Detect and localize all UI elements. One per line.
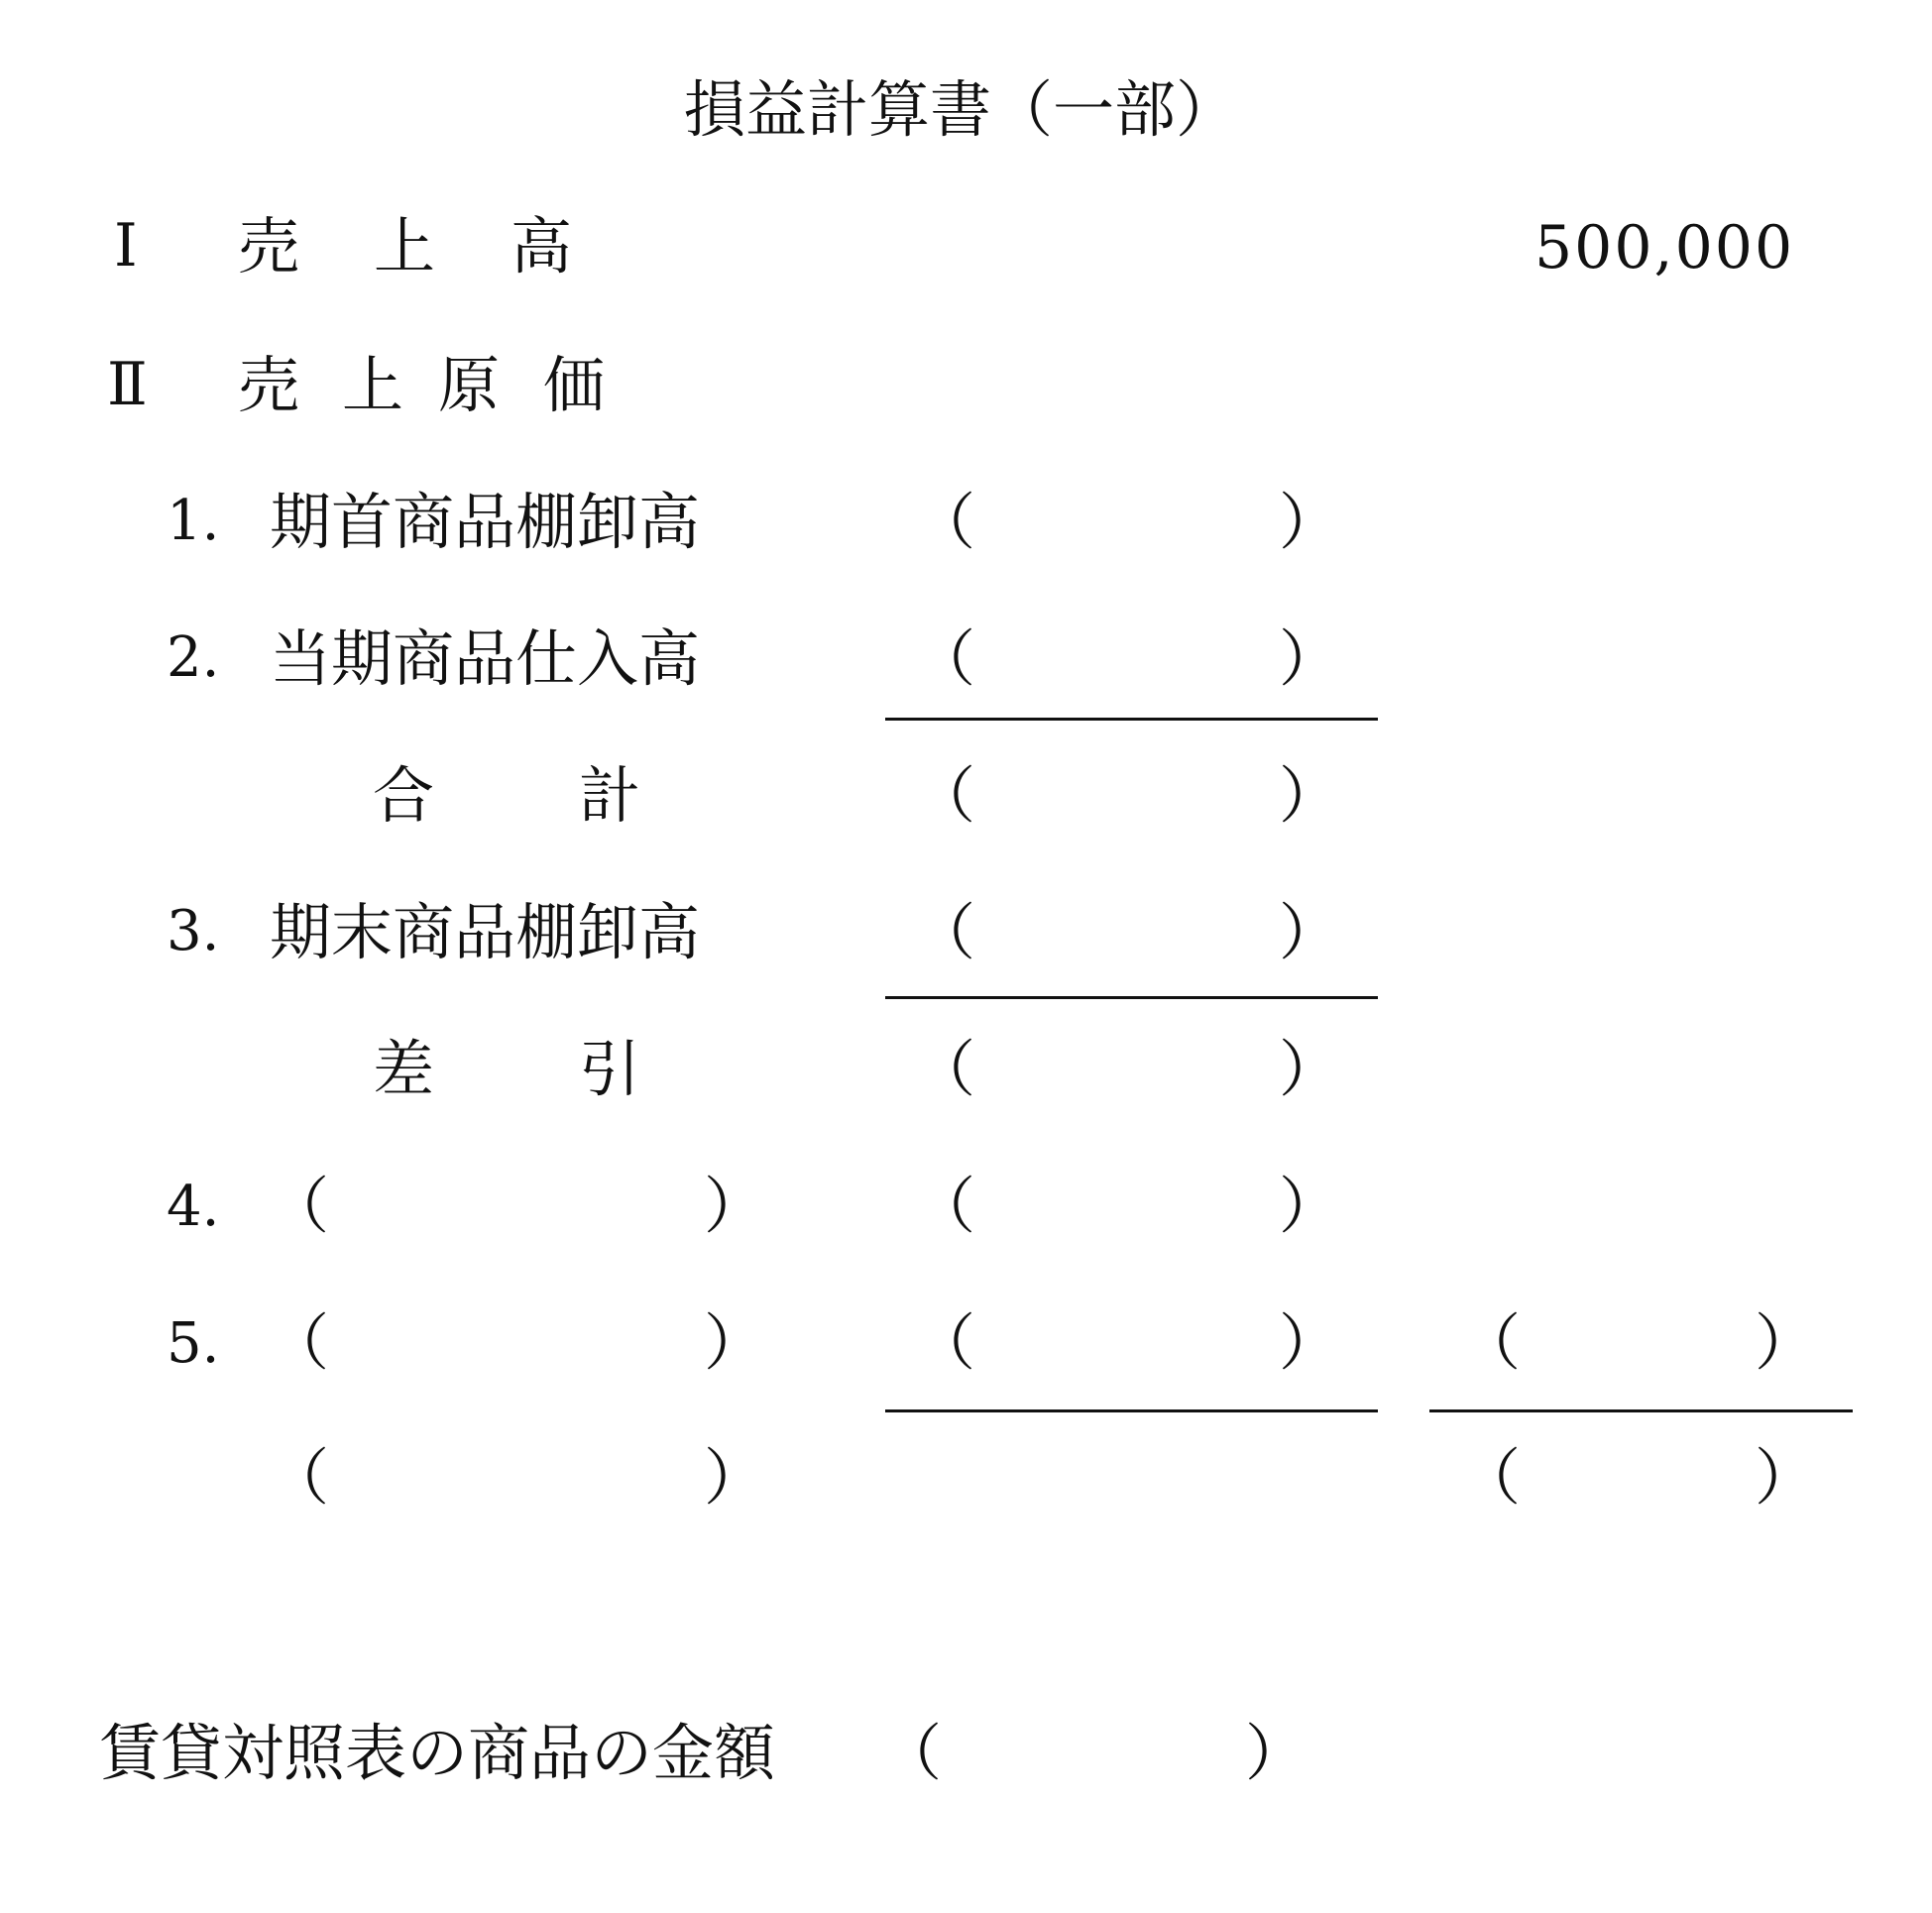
balance-sheet-label: 賃貸対照表の商品の金額 xyxy=(99,1717,776,1789)
diff-amount-close: ） xyxy=(1279,1033,1341,1105)
result-label-close: ） xyxy=(704,1441,766,1514)
section-2-amount-close: ） xyxy=(1755,1306,1817,1379)
subtotal-rule-3 xyxy=(885,1409,1378,1412)
section-1-numeral: Ⅰ xyxy=(114,211,138,281)
item-4-number: 4. xyxy=(167,1175,220,1239)
balance-sheet-amount-close: ） xyxy=(1245,1717,1307,1789)
result-amount-open: （ xyxy=(1459,1441,1522,1514)
sales-amount: 500,000 xyxy=(1534,213,1795,282)
item-5-label-close: ） xyxy=(704,1306,766,1379)
subtotal-rule-2 xyxy=(885,996,1378,999)
section-2-label-char-2: 上 xyxy=(342,349,404,421)
section-1-label-char-3: 高 xyxy=(511,210,573,282)
item-1-label: 期首商品棚卸高 xyxy=(270,486,701,558)
item-4-amount-close: ） xyxy=(1279,1170,1341,1242)
item-2-label: 当期商品仕入高 xyxy=(270,622,701,695)
section-2-numeral: Ⅱ xyxy=(107,350,148,419)
section-1-label-char-2: 上 xyxy=(374,210,436,282)
item-2-amount-open: （ xyxy=(914,622,976,695)
item-3-number: 3. xyxy=(167,899,220,963)
total-amount-close: ） xyxy=(1279,759,1341,832)
item-1-amount-close: ） xyxy=(1279,486,1341,558)
diff-label-char-2: 引 xyxy=(579,1033,641,1105)
item-5-label-open: （ xyxy=(268,1306,330,1379)
item-1-amount-open: （ xyxy=(914,486,976,558)
section-2-label-char-3: 原 xyxy=(438,349,501,421)
item-2-number: 2. xyxy=(167,625,220,690)
item-3-amount-close: ） xyxy=(1279,896,1341,968)
item-4-label-close: ） xyxy=(704,1170,766,1242)
item-5-amount-close: ） xyxy=(1279,1306,1341,1379)
balance-sheet-amount-open: （ xyxy=(880,1717,943,1789)
section-2-amount-open: （ xyxy=(1459,1306,1522,1379)
item-1-number: 1. xyxy=(167,489,220,553)
total-label-char-2: 計 xyxy=(579,759,641,832)
item-3-label: 期末商品棚卸高 xyxy=(270,896,701,968)
section-2-label-char-1: 売 xyxy=(238,349,300,421)
result-amount-close: ） xyxy=(1755,1441,1817,1514)
item-5-number: 5. xyxy=(167,1311,220,1376)
subtotal-rule-1 xyxy=(885,718,1378,721)
statement-title: 損益計算書（一部） xyxy=(684,73,1238,146)
total-label-char-1: 合 xyxy=(373,759,435,832)
item-4-amount-open: （ xyxy=(914,1170,976,1242)
item-2-amount-close: ） xyxy=(1279,622,1341,695)
result-label-open: （ xyxy=(268,1441,330,1514)
item-4-label-open: （ xyxy=(268,1170,330,1242)
section-1-label-char-1: 売 xyxy=(238,210,300,282)
item-3-amount-open: （ xyxy=(914,896,976,968)
section-2-label-char-4: 価 xyxy=(543,349,606,421)
diff-label-char-1: 差 xyxy=(373,1033,435,1105)
total-amount-open: （ xyxy=(914,759,976,832)
item-5-amount-open: （ xyxy=(914,1306,976,1379)
result-rule xyxy=(1429,1409,1853,1412)
diff-amount-open: （ xyxy=(914,1033,976,1105)
